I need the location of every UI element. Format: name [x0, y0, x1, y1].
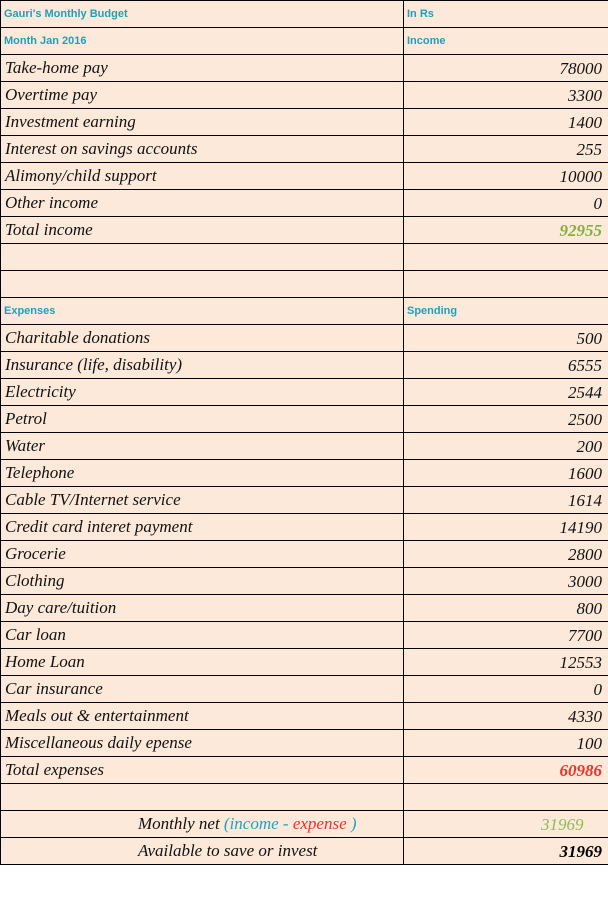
income-label[interactable]: Take-home pay: [1, 55, 404, 82]
income-row: [1, 163, 608, 190]
income-value[interactable]: 10000: [404, 163, 608, 190]
expense-value[interactable]: 12553: [404, 649, 608, 676]
expense-row: [1, 514, 608, 541]
expense-value[interactable]: 500: [404, 325, 608, 352]
expense-row: [1, 649, 608, 676]
expense-label[interactable]: Day care/tuition: [1, 595, 404, 622]
expense-label[interactable]: Insurance (life, disability): [1, 352, 404, 379]
expense-label[interactable]: Meals out & entertainment: [1, 703, 404, 730]
total-income-row: [1, 217, 608, 244]
expense-value[interactable]: 2544: [404, 379, 608, 406]
expense-value[interactable]: 3000: [404, 568, 608, 595]
expense-label[interactable]: Telephone: [1, 460, 404, 487]
income-value[interactable]: 1400: [404, 109, 608, 136]
income-row: [1, 55, 608, 82]
expense-value[interactable]: 1600: [404, 460, 608, 487]
expense-row: [1, 541, 608, 568]
income-row: [1, 109, 608, 136]
expense-row: [1, 595, 608, 622]
total-expenses-label[interactable]: Total expenses: [1, 757, 404, 784]
unit-label[interactable]: In Rs: [404, 1, 608, 28]
expense-label[interactable]: Credit card interet payment: [1, 514, 404, 541]
month-label[interactable]: Month Jan 2016: [1, 28, 404, 55]
expense-value[interactable]: 14190: [404, 514, 608, 541]
expense-label[interactable]: Grocerie: [1, 541, 404, 568]
expense-row: [1, 622, 608, 649]
empty-cell[interactable]: [1, 244, 404, 271]
expense-value[interactable]: 4330: [404, 703, 608, 730]
income-value[interactable]: 255: [404, 136, 608, 163]
expense-label[interactable]: Clothing: [1, 568, 404, 595]
expense-value[interactable]: 800: [404, 595, 608, 622]
income-value[interactable]: 3300: [404, 82, 608, 109]
expense-row: [1, 325, 608, 352]
expense-row: [1, 568, 608, 595]
expenses-header-row: [1, 298, 608, 325]
empty-cell[interactable]: [404, 244, 608, 271]
expense-label[interactable]: Petrol: [1, 406, 404, 433]
expense-row: [1, 352, 608, 379]
total-expenses-value[interactable]: 60986: [404, 757, 608, 784]
expense-value[interactable]: 2500: [404, 406, 608, 433]
monthly-net-value[interactable]: 31969: [404, 811, 608, 838]
monthly-net-formula-open: (income -: [223, 814, 293, 833]
expense-value[interactable]: 0: [404, 676, 608, 703]
income-label[interactable]: Interest on savings accounts: [1, 136, 404, 163]
expense-row: [1, 460, 608, 487]
available-value[interactable]: 31969: [404, 838, 608, 865]
income-label[interactable]: Alimony/child support: [1, 163, 404, 190]
income-row: [1, 136, 608, 163]
monthly-net-formula-close: ): [350, 814, 357, 833]
expense-label[interactable]: Miscellaneous daily epense: [1, 730, 404, 757]
expenses-header[interactable]: Expenses: [1, 298, 404, 325]
empty-cell[interactable]: [1, 271, 404, 298]
expense-row: [1, 379, 608, 406]
expense-label[interactable]: Electricity: [1, 379, 404, 406]
budget-title[interactable]: Gauri's Monthly Budget: [1, 1, 404, 28]
empty-row: [1, 784, 608, 811]
total-income-label[interactable]: Total income: [1, 217, 404, 244]
expense-row: [1, 730, 608, 757]
expense-value[interactable]: 2800: [404, 541, 608, 568]
expense-label[interactable]: Charitable donations: [1, 325, 404, 352]
expense-label[interactable]: Water: [1, 433, 404, 460]
income-column-header[interactable]: Income: [404, 28, 608, 55]
expense-label[interactable]: Car insurance: [1, 676, 404, 703]
monthly-net-formula-expense: expense: [292, 814, 347, 833]
expense-row: [1, 433, 608, 460]
income-row: [1, 82, 608, 109]
monthly-net-label: Monthly net: [138, 814, 220, 833]
expense-label[interactable]: Cable TV/Internet service: [1, 487, 404, 514]
expense-label[interactable]: Home Loan: [1, 649, 404, 676]
total-expenses-row: [1, 757, 608, 784]
income-row: [1, 190, 608, 217]
expense-label[interactable]: Car loan: [1, 622, 404, 649]
expense-row: [1, 676, 608, 703]
monthly-net-row: [1, 811, 608, 838]
income-label[interactable]: Other income: [1, 190, 404, 217]
expense-value[interactable]: 6555: [404, 352, 608, 379]
expense-row: [1, 406, 608, 433]
monthly-net-label-cell[interactable]: [1, 811, 404, 838]
title-row: [1, 1, 608, 28]
income-value[interactable]: 0: [404, 190, 608, 217]
empty-cell[interactable]: [404, 784, 608, 811]
available-label[interactable]: Available to save or invest: [1, 838, 404, 865]
expense-value[interactable]: 200: [404, 433, 608, 460]
expense-row: [1, 487, 608, 514]
total-income-value[interactable]: 92955: [404, 217, 608, 244]
expense-value[interactable]: 100: [404, 730, 608, 757]
month-row: [1, 28, 608, 55]
empty-cell[interactable]: [1, 784, 404, 811]
spending-column-header[interactable]: Spending: [404, 298, 608, 325]
income-value[interactable]: 78000: [404, 55, 608, 82]
income-label[interactable]: Investment earning: [1, 109, 404, 136]
expense-row: [1, 703, 608, 730]
empty-row: [1, 244, 608, 271]
income-label[interactable]: Overtime pay: [1, 82, 404, 109]
expense-value[interactable]: 7700: [404, 622, 608, 649]
empty-cell[interactable]: [404, 271, 608, 298]
empty-row: [1, 271, 608, 298]
expense-value[interactable]: 1614: [404, 487, 608, 514]
available-row: [1, 838, 608, 865]
